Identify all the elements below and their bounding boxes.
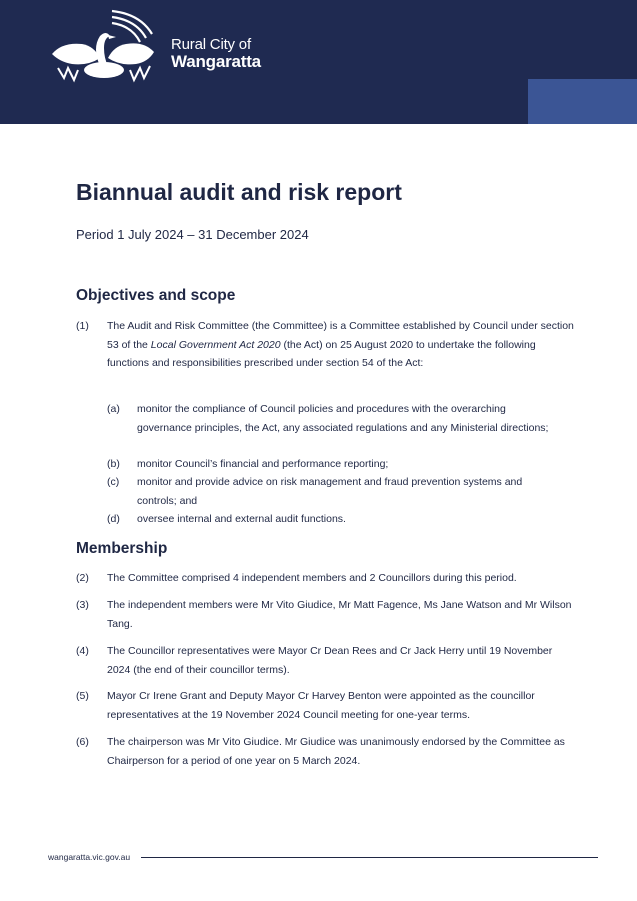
sub-item-text: monitor the compliance of Council policies and procedures with the overarching governance principles, the Act, any associated regulations and any Ministerial directions; (137, 403, 549, 434)
sub-item-label: (a) (107, 403, 120, 415)
item-number: (6) (76, 736, 89, 748)
item-text: The independent members were Mr Vito Giudice, Mr Matt Fagence, Ms Jane Watson and Mr Wilson Tang. (107, 599, 572, 630)
item-text: The Committee comprised 4 independent members and 2 Councillors during this period. (107, 572, 517, 584)
list-item (76, 596, 576, 633)
item-text: The Councillor representatives were Mayor Cr Dean Rees and Cr Jack Herry until 19 November 2024 (the end of their councillor terms). (107, 645, 553, 676)
report-period: Period 1 July 2024 – 31 December 2024 (76, 227, 309, 242)
item-number: (1) (76, 320, 89, 332)
brand-name-line1: Rural City of (171, 36, 251, 53)
item-number: (3) (76, 599, 89, 611)
list-item (76, 733, 576, 770)
item-number: (5) (76, 690, 89, 702)
list-item (76, 642, 576, 679)
list-item (76, 569, 576, 588)
item-text: The Audit and Risk Committee (the Committee) is a Committee established by Council under section 53 of the Local Government Act 2020 (the Act) on 25 August 2020 to undertake the following functions and responsibilities prescribed under section 54 of the Act: (107, 320, 574, 369)
sub-item-label: (d) (107, 513, 120, 525)
footer-website-link[interactable]: wangaratta.vic.gov.au (48, 852, 131, 862)
page-title: Biannual audit and risk report (76, 179, 402, 205)
footer-divider (141, 857, 598, 858)
sub-item-text: monitor Council’s financial and performance reporting; (137, 458, 389, 470)
list-item (76, 687, 576, 724)
item-text: Mayor Cr Irene Grant and Deputy Mayor Cr Harvey Benton were appointed as the councillor representatives at the 19 November 2024 Council meeting for one-year terms. (107, 690, 535, 721)
list-item (76, 317, 576, 373)
item-number: (2) (76, 572, 89, 584)
sub-list-item (107, 473, 557, 510)
sub-list-item (107, 510, 557, 529)
header-banner (0, 0, 637, 124)
item-text: The chairperson was Mr Vito Giudice. Mr Giudice was unanimously endorsed by the Committee as Chairperson for a period of one year on 5 March 2024. (107, 736, 565, 767)
sub-item-text: oversee internal and external audit functions. (137, 513, 346, 525)
section-heading-objectives: Objectives and scope (76, 287, 236, 304)
sub-item-text: monitor and provide advice on risk management and fraud prevention systems and controls; and (137, 476, 523, 507)
item-number: (4) (76, 645, 89, 657)
header-accent-block (528, 79, 637, 124)
brand-name-line2: Wangaratta (171, 52, 261, 71)
sub-item-label: (c) (107, 476, 120, 488)
sub-list-item (107, 455, 557, 474)
sub-list-item (107, 400, 557, 437)
swan-sun-icon (48, 8, 158, 84)
section-heading-membership: Membership (76, 540, 168, 557)
sub-item-label: (b) (107, 458, 120, 470)
